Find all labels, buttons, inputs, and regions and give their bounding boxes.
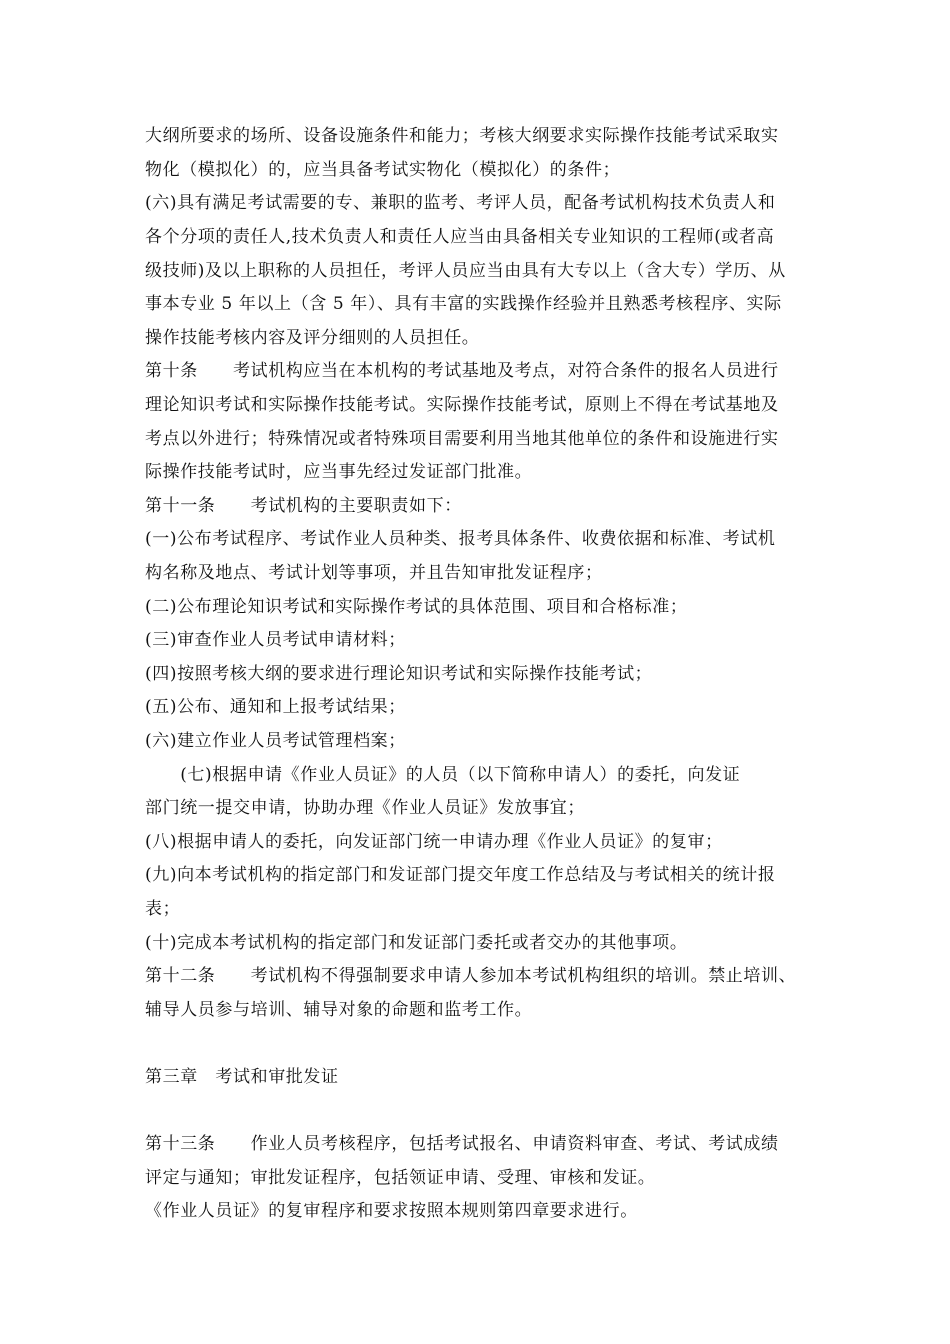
text-line: 级技师)及以上职称的人员担任，考评人员应当由具有大专以上（含大专）学历、从 [145, 261, 786, 281]
text-line: 际操作技能考试时，应当事先经过发证部门批准。 [145, 462, 533, 482]
text-line: 各个分项的责任人,技术负责人和责任人应当由具备相关专业知识的工程师(或者高 [145, 227, 775, 247]
text-line: (六)具有满足考试需要的专、兼职的监考、考评人员，配备考试机构技术负责人和 [145, 193, 776, 213]
text-line: 评定与通知；审批发证程序，包括领证申请、受理、审核和发证。 [145, 1168, 656, 1188]
article-12-heading: 第十二条 考试机构不得强制要求申请人参加本考试机构组织的培训。禁止培训、 [145, 966, 797, 986]
article-11-heading: 第十一条 考试机构的主要职责如下： [145, 496, 462, 516]
list-item: (三)审查作业人员考试申请材料； [145, 630, 406, 650]
text-line: 《作业人员证》的复审程序和要求按照本规则第四章要求进行。 [145, 1201, 638, 1221]
list-item: (五)公布、通知和上报考试结果； [145, 697, 406, 717]
list-item: (二)公布理论知识考试和实际操作考试的具体范围、项目和合格标准； [145, 597, 688, 617]
text-line: 构名称及地点、考试计划等事项，并且告知审批发证程序； [145, 563, 603, 583]
text-line: 辅导人员参与培训、辅导对象的命题和监考工作。 [145, 1000, 533, 1020]
text-line: 部门统一提交申请，协助办理《作业人员证》发放事宜； [145, 798, 585, 818]
text-line: 物化（模拟化）的，应当具备考试实物化（模拟化）的条件； [145, 160, 621, 180]
article-10-heading: 第十条 考试机构应当在本机构的考试基地及考点，对符合条件的报名人员进行 [145, 361, 779, 381]
text-line: 表； [145, 899, 181, 919]
list-item: (十)完成本考试机构的指定部门和发证部门委托或者交办的其他事项。 [145, 933, 688, 953]
list-item: (六)建立作业人员考试管理档案； [145, 731, 406, 751]
text-line: 操作技能考核内容及评分细则的人员担任。 [145, 328, 480, 348]
text-line: 大纲所要求的场所、设备设施条件和能力；考核大纲要求实际操作技能考试采取实 [145, 126, 779, 146]
text-line: 事本专业 5 年以上（含 5 年）、具有丰富的实践操作经验并且熟悉考核程序、实际 [145, 294, 782, 314]
text-line: 考点以外进行；特殊情况或者特殊项目需要利用当地其他单位的条件和设施进行实 [145, 429, 779, 449]
list-item: (一)公布考试程序、考试作业人员种类、报考具体条件、收费依据和标准、考试机 [145, 529, 776, 549]
list-item: (九)向本考试机构的指定部门和发证部门提交年度工作总结及与考试相关的统计报 [145, 865, 776, 885]
text-line: 理论知识考试和实际操作技能考试。实际操作技能考试，原则上不得在考试基地及 [145, 395, 779, 415]
article-13-heading: 第十三条 作业人员考核程序，包括考试报名、申请资料审查、考试、考试成绩 [145, 1134, 779, 1154]
list-item: (四)按照考核大纲的要求进行理论知识考试和实际操作技能考试； [145, 664, 653, 684]
list-item: (七)根据申请《作业人员证》的人员（以下简称申请人）的委托，向发证 [145, 765, 741, 785]
chapter-heading: 第三章 考试和审批发证 [145, 1067, 339, 1087]
list-item: (八)根据申请人的委托，向发证部门统一申请办理《作业人员证》的复审； [145, 832, 723, 852]
